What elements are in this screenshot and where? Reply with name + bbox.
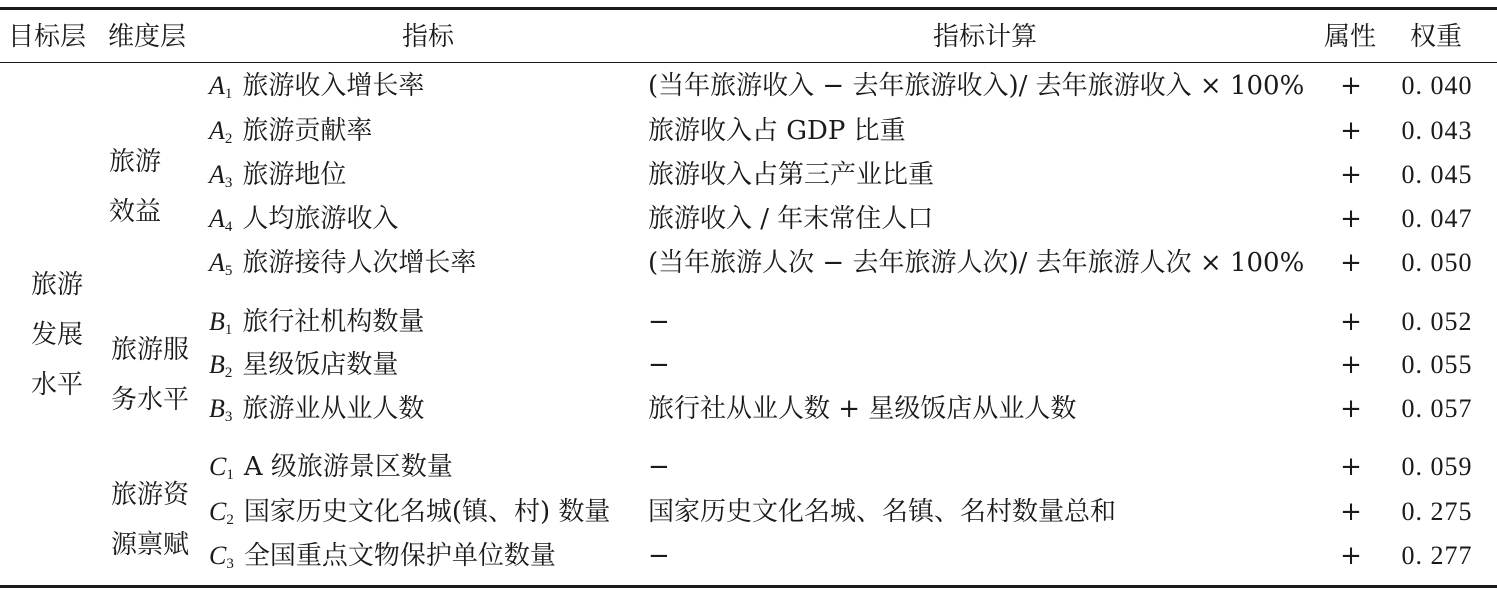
attribute-cell: + xyxy=(1340,160,1362,190)
calculation-cell: 旅游收入占 GDP 比重 xyxy=(648,116,906,146)
dimension-line: 源禀赋 xyxy=(110,530,190,560)
indicator-name: 国家历史文化名城(镇、村) 数量 xyxy=(243,497,611,527)
header-weight: 权重 xyxy=(1409,22,1463,52)
attribute-cell: + xyxy=(1340,350,1362,380)
indicator-letter: A xyxy=(209,116,225,145)
indicator-code xyxy=(209,116,232,145)
indicator-subscript: 4 xyxy=(224,219,233,235)
indicator-subscript: 3 xyxy=(224,409,233,425)
attribute-cell: + xyxy=(1340,204,1362,234)
calculation-cell: − xyxy=(648,452,670,482)
attribute-cell: + xyxy=(1340,497,1362,527)
dimension-line: 务水平 xyxy=(110,385,190,415)
indicator-code xyxy=(209,204,232,233)
indicator-code xyxy=(209,394,232,423)
indicator-subscript: 5 xyxy=(224,263,233,279)
indicator-letter: C xyxy=(209,541,227,570)
calculation-cell: − xyxy=(648,541,670,571)
indicator-code xyxy=(209,160,232,189)
calculation-cell: 国家历史文化名城、名镇、名村数量总和 xyxy=(648,497,1117,527)
calculation-cell: (当年旅游收入 − 去年旅游收入)/ 去年旅游收入 × 100% xyxy=(648,71,1305,101)
indicator-name: 旅行社机构数量 xyxy=(242,307,425,337)
indicator-name: 旅游业从业人数 xyxy=(242,394,425,424)
indicator-letter: A xyxy=(209,71,225,100)
indicator-name: 旅游贡献率 xyxy=(242,116,373,146)
weight-cell: 0. 047 xyxy=(1401,204,1473,233)
table-header-rule xyxy=(0,62,1497,63)
indicator-code xyxy=(209,350,232,379)
calculation-cell: (当年旅游人次 − 去年旅游人次)/ 去年旅游人次 × 100% xyxy=(648,248,1305,278)
indicator-letter: C xyxy=(209,452,227,481)
dimension-line: 旅游资 xyxy=(110,480,190,510)
indicator-subscript: 3 xyxy=(224,175,233,191)
weight-cell: 0. 050 xyxy=(1401,248,1473,277)
target-layer-line: 旅游 xyxy=(30,270,84,300)
dimension-line: 效益 xyxy=(108,197,162,227)
target-layer-line: 水平 xyxy=(30,370,84,400)
dimension-resource xyxy=(111,470,189,570)
indicator-cell xyxy=(209,114,372,156)
indicator-subscript: 3 xyxy=(226,556,234,572)
target-layer-label xyxy=(31,260,83,410)
indicator-cell xyxy=(209,495,610,537)
dimension-benefit xyxy=(109,137,161,237)
weight-cell: 0. 045 xyxy=(1401,160,1473,189)
weight-cell: 0. 055 xyxy=(1401,350,1473,379)
header-indicator: 指标 xyxy=(401,22,455,52)
header-target-layer: 目标层 xyxy=(8,22,87,52)
indicator-subscript: 2 xyxy=(224,131,233,147)
weight-cell: 0. 059 xyxy=(1401,452,1473,481)
indicator-letter: A xyxy=(209,160,225,189)
weight-cell: 0. 275 xyxy=(1401,497,1473,526)
indicator-code xyxy=(209,452,234,481)
indicator-name: 旅游收入增长率 xyxy=(242,71,425,101)
indicator-letter: C xyxy=(209,497,227,526)
indicator-cell xyxy=(209,392,424,434)
attribute-cell: + xyxy=(1340,541,1362,571)
indicator-code xyxy=(209,541,234,570)
attribute-cell: + xyxy=(1340,71,1362,101)
indicator-name: 星级饭店数量 xyxy=(242,350,399,380)
weight-cell: 0. 057 xyxy=(1401,394,1473,423)
indicator-cell xyxy=(209,348,398,390)
target-layer-line: 发展 xyxy=(30,320,84,350)
indicator-code xyxy=(209,307,232,336)
indicator-code xyxy=(209,71,232,100)
attribute-cell: + xyxy=(1340,394,1362,424)
weight-cell: 0. 043 xyxy=(1401,116,1473,145)
indicator-name: 旅游地位 xyxy=(242,160,347,190)
indicator-subscript: 1 xyxy=(224,322,233,338)
indicator-letter: A xyxy=(209,248,225,277)
attribute-cell: + xyxy=(1340,307,1362,337)
header-calculation: 指标计算 xyxy=(932,22,1038,52)
indicator-letter: B xyxy=(209,307,225,336)
attribute-cell: + xyxy=(1340,248,1362,278)
table-bottom-rule xyxy=(0,585,1497,588)
indicator-code xyxy=(209,248,232,277)
dimension-service xyxy=(111,325,189,425)
table-top-rule xyxy=(0,7,1497,10)
indicator-subscript: 1 xyxy=(226,467,234,483)
indicator-letter: B xyxy=(209,350,225,379)
indicator-subscript: 1 xyxy=(224,86,233,102)
indicator-cell xyxy=(209,202,398,244)
attribute-cell: + xyxy=(1340,452,1362,482)
calculation-cell: − xyxy=(648,307,670,337)
indicator-cell xyxy=(209,158,346,200)
indicator-cell xyxy=(209,305,424,347)
indicator-letter: B xyxy=(209,394,225,423)
dimension-line: 旅游服 xyxy=(110,335,190,365)
attribute-cell: + xyxy=(1340,116,1362,146)
indicator-cell xyxy=(209,246,476,288)
calculation-cell: 旅行社从业人数 + 星级饭店从业人数 xyxy=(648,394,1077,424)
indicator-name: A 级旅游景区数量 xyxy=(243,452,453,482)
calculation-cell: 旅游收入占第三产业比重 xyxy=(648,160,935,190)
weight-cell: 0. 040 xyxy=(1401,71,1473,100)
indicator-cell xyxy=(209,69,424,111)
indicator-cell xyxy=(209,539,556,581)
indicator-name: 全国重点文物保护单位数量 xyxy=(243,541,556,571)
dimension-line: 旅游 xyxy=(108,147,162,177)
indicator-name: 旅游接待人次增长率 xyxy=(242,248,477,278)
weight-cell: 0. 052 xyxy=(1401,307,1473,336)
header-attribute: 属性 xyxy=(1323,22,1377,52)
indicator-code xyxy=(209,497,234,526)
calculation-cell: − xyxy=(648,350,670,380)
indicator-subscript: 2 xyxy=(226,512,234,528)
calculation-cell: 旅游收入 / 年末常住人口 xyxy=(648,204,934,234)
indicator-letter: A xyxy=(209,204,225,233)
weight-cell: 0. 277 xyxy=(1401,541,1473,570)
indicator-name: 人均旅游收入 xyxy=(242,204,399,234)
header-dimension-layer: 维度层 xyxy=(108,22,187,52)
indicator-cell xyxy=(209,450,453,492)
indicator-subscript: 2 xyxy=(224,365,233,381)
